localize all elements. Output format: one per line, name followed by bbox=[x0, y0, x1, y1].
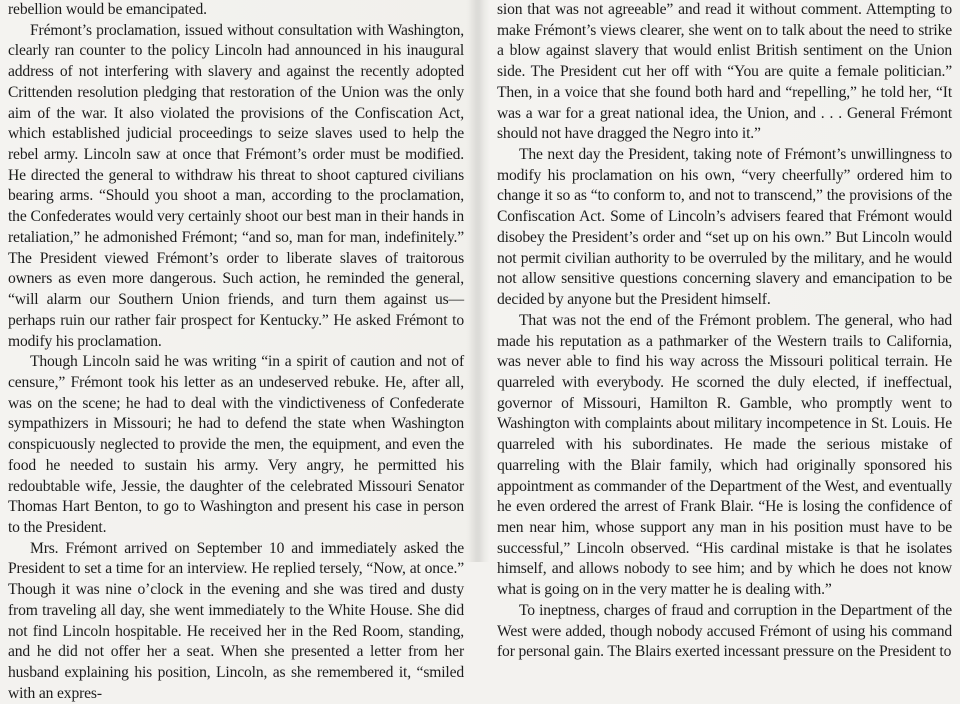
page-gutter bbox=[468, 0, 490, 562]
paragraph: Though Lincoln said he was writing “in a spirit of caution and not of censure,” Frémont took his letter as an undeserved rebuke. He, after all, was on the scene; he had to deal with the vindictiveness of Confederate sympathizers in Missouri; he had to defend the state when Washington conspicuously neglected to provide the men, the equipment, and even the food he needed to sustain his army. Very angry, he permitted his redoubtable wife, Jessie, the daughter of the celebrated Missouri Senator Thomas Hart Benton, to go to Washington and present his case in person to the President. bbox=[8, 353, 464, 536]
paragraph: The next day the President, taking note of Frémont’s unwillingness to modify his proclamation on his own, “very cheerfully” ordered him to change it so as “to conform to, and not to transcend,” the provisions of the Confiscation Act. Some of Lincoln’s advisers feared that Frémont would disobey the President’s order and “set up on his own.” But Lincoln would not permit civilian authority to be overruled by the military, and he would not allow sensitive questions concerning slavery and emancipation to be decided by anyone but the President himself. bbox=[497, 146, 952, 309]
paragraph: sion that was not agreeable” and read it without comment. Attempting to make Frémont’s views clearer, she went on to talk about the need to strike a blow against slavery that would enlist British sentiment on the Union side. The President cut her off with “You are quite a female politician.” Then, in a voice that she found both hard and “repelling,” he told her, “It was a war for a great national idea, the Union, and . . . General Frémont should not have dragged the Negro into it.” bbox=[497, 1, 952, 143]
left-column bbox=[8, 0, 464, 704]
paragraph: Frémont’s proclamation, issued without consultation with Washington, clearly ran counter to the policy Lincoln had announced in his inaugural address of not interfering with slavery and against the recently adopted Crittenden resolution pledging that restoration of the Union was the only aim of the war. It also violated the provisions of the Confiscation Act, which established judicial proceedings to seize slaves used to help the rebel army. Lincoln saw at once that Frémont’s order must be modified. He directed the general to withdraw his threat to shoot captured civilians bearing arms. “Should you shoot a man, according to the proclamation, the Confederates would very certainly shoot our best man in their hands in retaliation,” he admonished Frémont; “and so, man for man, indefinitely.” The President viewed Frémont’s order to liberate slaves of traitorous owners as even more dangerous. Such action, he reminded the general, “will alarm our Southern Union friends, and turn them against us—perhaps ruin our rather fair prospect for Kentucky.” He asked Frémont to modify his proclamation. bbox=[8, 21, 464, 350]
paragraph: To ineptness, charges of fraud and corruption in the Department of the West were added, though nobody accused Frémont of using his command for personal gain. The Blairs exerted incessant pressure on the President to bbox=[497, 601, 952, 661]
right-column bbox=[497, 0, 952, 663]
paragraph: rebellion would be emancipated. bbox=[8, 1, 207, 18]
paragraph: Mrs. Frémont arrived on September 10 and immediately asked the President to set a time for an interview. He replied tersely, “Now, at once.” Though it was nine o’clock in the evening and she was tired and dusty from traveling all day, she went immediately to the White House. She did not find Lincoln hospitable. He received her in the Red Room, standing, and he did not offer her a seat. When she presented a letter from her husband explaining his position, Lincoln, as she remembered it, “smiled with an expres- bbox=[8, 539, 464, 702]
paragraph: That was not the end of the Frémont problem. The general, who had made his reputation as a pathmarker of the Western trails to California, was never able to find his way across the Missouri political terrain. He quarreled with everybody. He scorned the duly elected, if ineffectual, governor of Missouri, Hamilton R. Gamble, who promptly went to Washington with complaints about military incompetence in St. Louis. He quarreled with his subordinates. He made the serious mistake of quarreling with the Blair family, which had originally sponsored his appointment as commander of the Department of the West, and eventually he even ordered the arrest of Frank Blair. “He is losing the confidence of men near him, whose support any man in his position must have to be successful,” Lincoln observed. “His cardinal mistake is that he isolates himself, and allows nobody to see him; and by which he does not know what is going on in the very matter he is dealing with.” bbox=[497, 311, 952, 599]
